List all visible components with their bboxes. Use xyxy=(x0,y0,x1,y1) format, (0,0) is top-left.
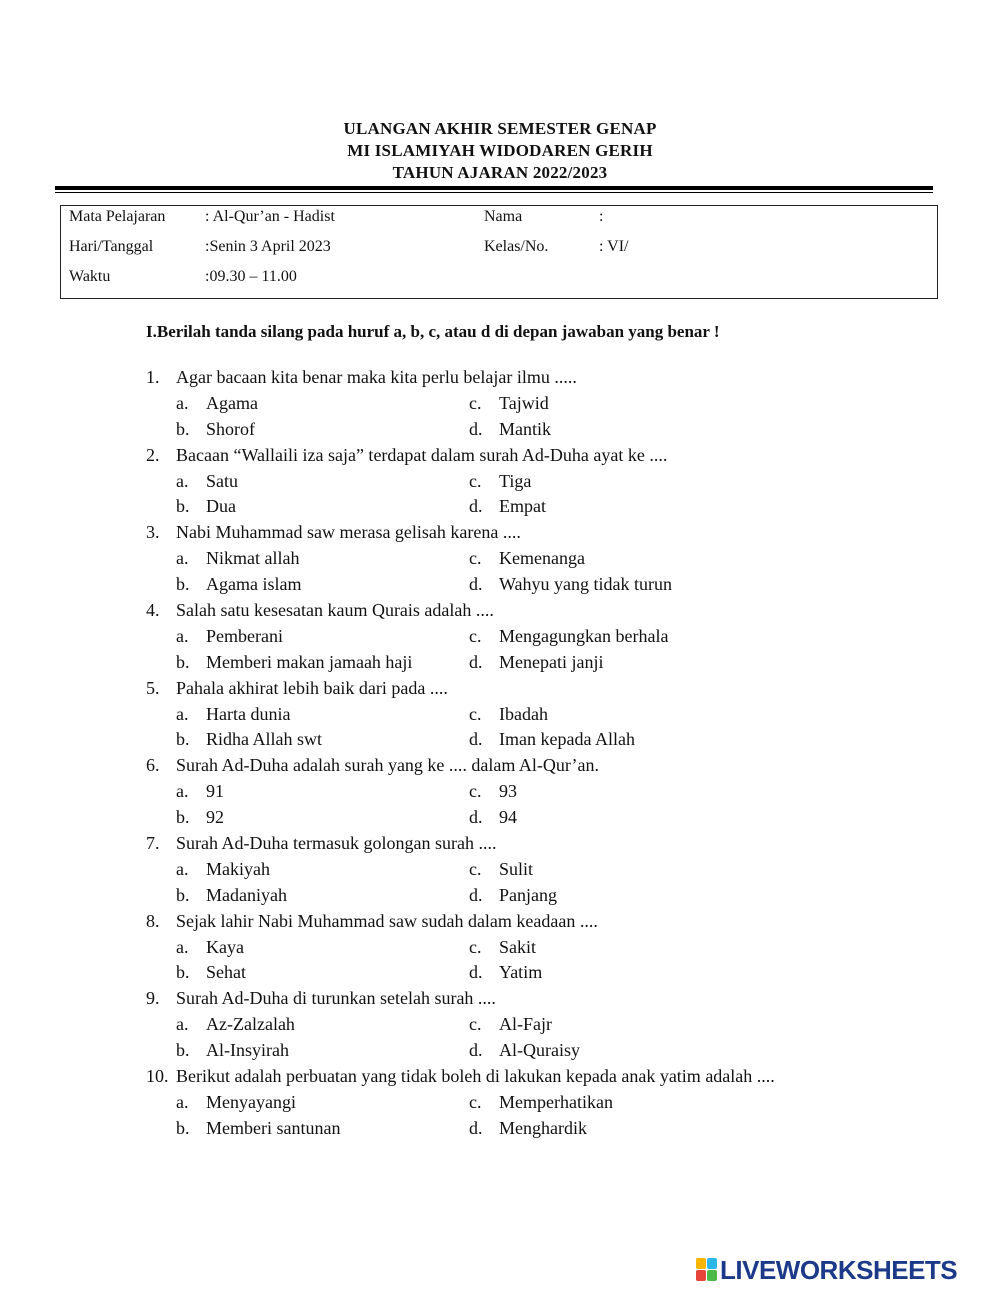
option-row xyxy=(146,779,966,805)
subject-value: : Al-Qur’an - Hadist xyxy=(205,208,335,225)
question-item xyxy=(146,520,966,598)
option-row xyxy=(146,1116,966,1142)
option-letter: d. xyxy=(469,807,483,828)
info-row-time xyxy=(61,268,937,294)
option-text: Iman kepada Allah xyxy=(499,729,635,750)
option-letter: b. xyxy=(176,418,190,439)
option-letter: a. xyxy=(176,625,189,646)
question-text: Agar bacaan kita benar maka kita perlu belajar ilmu ..... xyxy=(176,367,577,387)
option-text: Sulit xyxy=(499,858,534,879)
option-letter: a. xyxy=(176,392,189,413)
option-text: Wahyu yang tidak turun xyxy=(499,574,673,595)
option-row xyxy=(146,960,966,986)
subject-label: Mata Pelajaran xyxy=(69,208,166,225)
option-text: Menepati janji xyxy=(499,651,604,672)
question-stem xyxy=(146,443,966,469)
option-text: Shorof xyxy=(206,418,255,439)
option-letter: b. xyxy=(176,1117,190,1138)
question-text: Surah Ad-Duha termasuk golongan surah .... xyxy=(176,833,497,854)
option-text: Ibadah xyxy=(499,703,548,724)
name-field[interactable]: : xyxy=(599,208,604,225)
question-stem xyxy=(146,909,966,935)
option-letter: a. xyxy=(176,470,189,491)
option-text: Panjang xyxy=(499,884,557,905)
question-item xyxy=(146,986,966,1064)
class-label: Kelas/No. xyxy=(484,238,549,255)
option-text: Satu xyxy=(206,470,239,491)
option-letter: a. xyxy=(176,781,189,802)
option-letter: a. xyxy=(176,703,189,724)
option-row xyxy=(146,650,966,676)
option-letter: d. xyxy=(469,884,483,905)
option-letter: d. xyxy=(469,418,483,439)
option-row xyxy=(146,702,966,728)
option-text: Al-Fajr xyxy=(499,1014,552,1035)
question-stem xyxy=(146,831,966,857)
option-text: Agama xyxy=(206,392,258,413)
question-stem xyxy=(146,753,966,779)
option-letter: d. xyxy=(469,962,483,983)
option-text: Memperhatikan xyxy=(499,1091,613,1112)
option-row xyxy=(146,883,966,909)
time-label: Waktu xyxy=(69,268,111,285)
header-divider-thin xyxy=(55,192,933,193)
question-text: Sejak lahir Nabi Muhammad saw sudah dalam keadaan .... xyxy=(176,910,598,931)
question-stem xyxy=(146,598,966,624)
option-letter: a. xyxy=(176,548,189,569)
question-text: Surah Ad-Duha di turunkan setelah surah .... xyxy=(176,988,496,1009)
question-item xyxy=(146,598,966,676)
question-item xyxy=(146,909,966,987)
question-list xyxy=(146,365,966,1142)
question-stem xyxy=(146,1064,966,1090)
academic-year: TAHUN AJARAN 2022/2023 xyxy=(392,163,608,182)
exam-title: ULANGAN AKHIR SEMESTER GENAP xyxy=(343,119,657,138)
option-text: Memberi makan jamaah haji xyxy=(206,651,413,672)
question-number: 1. xyxy=(146,367,160,387)
class-field[interactable]: : VI/ xyxy=(599,238,629,255)
option-row xyxy=(146,1038,966,1064)
option-letter: a. xyxy=(176,1091,189,1112)
question-stem xyxy=(146,986,966,1012)
option-text: 93 xyxy=(499,781,517,802)
option-row xyxy=(146,935,966,961)
option-letter: c. xyxy=(469,470,482,491)
option-text: 92 xyxy=(206,807,224,828)
option-text: Ridha Allah swt xyxy=(206,729,322,750)
option-letter: d. xyxy=(469,574,483,595)
option-text: Nikmat allah xyxy=(206,548,300,569)
option-text: Menyayangi xyxy=(206,1091,296,1112)
question-text: Nabi Muhammad saw merasa gelisah karena .... xyxy=(176,522,521,543)
option-letter: c. xyxy=(469,936,482,957)
question-number: 4. xyxy=(146,600,160,621)
option-row xyxy=(146,1012,966,1038)
question-text: Bacaan “Wallaili iza saja” terdapat dalam surah Ad-Duha ayat ke .... xyxy=(176,444,668,465)
option-text: Tajwid xyxy=(499,392,549,413)
question-item xyxy=(146,676,966,754)
option-letter: d. xyxy=(469,1117,483,1138)
question-number: 8. xyxy=(146,910,160,931)
option-text: 91 xyxy=(206,781,224,802)
question-number: 7. xyxy=(146,833,160,854)
option-text: Yatim xyxy=(499,962,543,983)
option-row xyxy=(146,546,966,572)
option-text: Kemenanga xyxy=(499,548,585,569)
option-letter: b. xyxy=(176,574,190,595)
question-text: Berikut adalah perbuatan yang tidak boleh di lakukan kepada anak yatim adalah .... xyxy=(176,1066,775,1087)
liveworksheets-blocks-icon xyxy=(696,1258,718,1282)
liveworksheets-logo xyxy=(696,1255,996,1285)
option-text: Agama islam xyxy=(206,574,302,595)
exam-header xyxy=(0,118,1000,184)
question-item xyxy=(146,753,966,831)
option-text: Menghardik xyxy=(499,1117,587,1138)
question-text: Pahala akhirat lebih baik dari pada .... xyxy=(176,677,448,698)
option-letter: d. xyxy=(469,729,483,750)
option-text: Madaniyah xyxy=(206,884,287,905)
question-item xyxy=(146,443,966,521)
option-row xyxy=(146,417,966,443)
option-letter: d. xyxy=(469,496,483,517)
info-row-date xyxy=(61,238,937,264)
question-stem xyxy=(146,676,966,702)
question-number: 9. xyxy=(146,988,160,1009)
question-number: 3. xyxy=(146,522,160,543)
option-row xyxy=(146,494,966,520)
option-letter: b. xyxy=(176,651,190,672)
option-text: Empat xyxy=(499,496,546,517)
option-text: Makiyah xyxy=(206,858,270,879)
option-letter: a. xyxy=(176,936,189,957)
option-text: Mantik xyxy=(499,418,551,439)
option-text: Al-Insyirah xyxy=(206,1040,289,1061)
time-value: :09.30 – 11.00 xyxy=(205,268,297,285)
question-stem xyxy=(146,520,966,546)
option-text: Mengagungkan berhala xyxy=(499,625,669,646)
name-label: Nama xyxy=(484,208,523,225)
option-text: Az-Zalzalah xyxy=(206,1014,295,1035)
option-text: Harta dunia xyxy=(206,703,291,724)
question-number: 2. xyxy=(146,444,160,465)
option-letter: d. xyxy=(469,651,483,672)
option-row xyxy=(146,727,966,753)
option-letter: d. xyxy=(469,1040,483,1061)
option-letter: b. xyxy=(176,884,190,905)
question-number: 10. xyxy=(146,1066,169,1087)
date-label: Hari/Tanggal xyxy=(69,238,154,255)
question-number: 6. xyxy=(146,755,160,776)
option-text: Pemberani xyxy=(206,625,283,646)
question-text: Surah Ad-Duha adalah surah yang ke .... dalam Al-Qur’an. xyxy=(176,755,600,776)
option-letter: c. xyxy=(469,858,482,879)
option-text: 94 xyxy=(499,807,517,828)
option-letter: c. xyxy=(469,392,482,413)
option-letter: b. xyxy=(176,1040,190,1061)
section-instruction: I.Berilah tanda silang pada huruf a, b, c, atau d di depan jawaban yang benar ! xyxy=(146,322,720,341)
question-item xyxy=(146,1064,966,1142)
option-row xyxy=(146,857,966,883)
option-row xyxy=(146,572,966,598)
header-divider-thick xyxy=(55,186,933,190)
option-letter: b. xyxy=(176,729,190,750)
option-row xyxy=(146,1090,966,1116)
option-letter: c. xyxy=(469,703,482,724)
option-letter: a. xyxy=(176,1014,189,1035)
question-item xyxy=(146,831,966,909)
option-letter: c. xyxy=(469,1014,482,1035)
option-letter: b. xyxy=(176,496,190,517)
option-text: Dua xyxy=(206,496,236,517)
question-text: Salah satu kesesatan kaum Qurais adalah .... xyxy=(176,600,494,621)
option-letter: c. xyxy=(469,548,482,569)
date-value: :Senin 3 April 2023 xyxy=(205,238,331,255)
logo-text: LIVEWORKSHEETS xyxy=(720,1255,958,1285)
option-text: Sehat xyxy=(206,962,246,983)
option-row xyxy=(146,391,966,417)
question-number: 5. xyxy=(146,677,160,698)
question-stem xyxy=(146,365,966,391)
school-name: MI ISLAMIYAH WIDODAREN GERIH xyxy=(347,141,653,160)
option-row xyxy=(146,624,966,650)
option-letter: b. xyxy=(176,962,190,983)
option-row xyxy=(146,805,966,831)
option-letter: b. xyxy=(176,807,190,828)
option-text: Al-Quraisy xyxy=(499,1040,580,1061)
option-letter: c. xyxy=(469,781,482,802)
option-letter: c. xyxy=(469,1091,482,1112)
option-text: Sakit xyxy=(499,936,537,957)
question-item xyxy=(146,365,966,443)
option-text: Kaya xyxy=(206,936,244,957)
option-text: Memberi santunan xyxy=(206,1117,341,1138)
student-info-box xyxy=(60,205,938,299)
option-text: Tiga xyxy=(499,470,532,491)
info-row-subject xyxy=(61,208,937,234)
option-row xyxy=(146,469,966,495)
option-letter: a. xyxy=(176,858,189,879)
option-letter: c. xyxy=(469,625,482,646)
